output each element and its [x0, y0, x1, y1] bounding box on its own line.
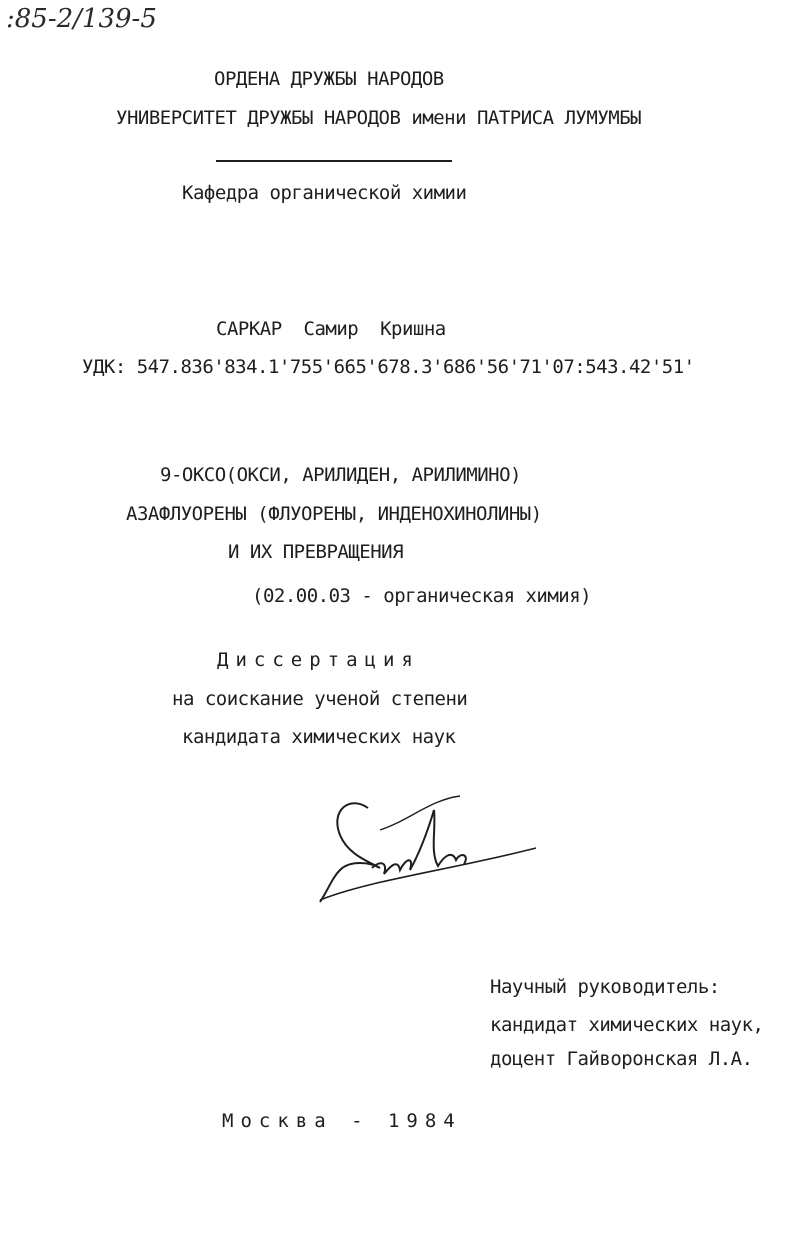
- udc-code: УДК: 547.836'834.1'755'665'678.3'686'56'71'07:543.42'51': [82, 356, 695, 378]
- author-name: САРКАР Самир Кришна: [216, 318, 446, 340]
- title-line-1: 9-ОКСО(ОКСИ, АРИЛИДЕН, АРИЛИМИНО): [160, 464, 521, 486]
- supervisor-degree: кандидат химических наук,: [490, 1014, 764, 1036]
- city-year: Москва - 1984: [222, 1110, 462, 1132]
- department: Кафедра органической химии: [182, 182, 467, 204]
- archive-number: :85-2/139-5: [6, 4, 157, 34]
- org-line-2: УНИВЕРСИТЕТ ДРУЖБЫ НАРОДОВ имени ПАТРИСА ЛУМУМБЫ: [116, 107, 642, 129]
- author-signature: [310, 790, 550, 920]
- header-divider: [216, 160, 452, 162]
- specialty-code: (02.00.03 - органическая химия): [252, 585, 592, 607]
- document-type: Диссертация: [217, 649, 420, 671]
- degree-line-1: на соискание ученой степени: [172, 688, 468, 710]
- supervisor-name: доцент Гайворонская Л.А.: [490, 1048, 753, 1070]
- org-line-1: ОРДЕНА ДРУЖБЫ НАРОДОВ: [214, 68, 444, 90]
- title-line-3: И ИХ ПРЕВРАЩЕНИЯ: [228, 541, 404, 563]
- degree-line-2: кандидата химических наук: [182, 726, 456, 748]
- supervisor-label: Научный руководитель:: [490, 976, 720, 998]
- title-line-2: АЗАФЛУОРЕНЫ (ФЛУОРЕНЫ, ИНДЕНОХИНОЛИНЫ): [126, 503, 542, 525]
